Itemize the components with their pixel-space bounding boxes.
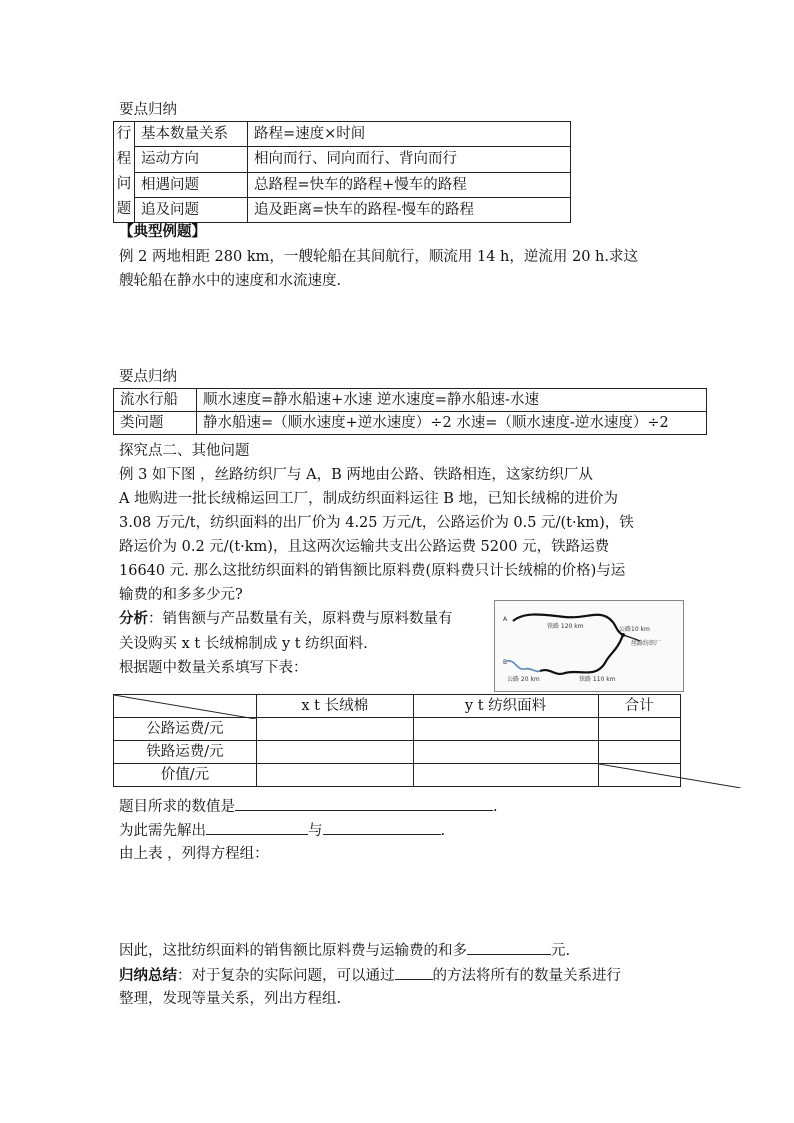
section2-heading: 要点归纳 <box>119 369 177 385</box>
summary-line2: 整理，发现等量关系，列出方程组. <box>119 991 342 1007</box>
boat-label-top: 流水行船 <box>114 389 197 412</box>
blank-cell[interactable] <box>413 741 598 764</box>
header-cotton: x t 长绒棉 <box>257 695 414 718</box>
fill-prompt: 根据题中数量关系填写下表： <box>119 660 308 676</box>
row-value: 相向而行、同向而行、背向而行 <box>248 147 571 172</box>
travel-side-label <box>114 122 135 223</box>
analysis-label: 分析 <box>119 610 148 627</box>
blank-cell[interactable] <box>257 764 414 787</box>
row-value: 价值/元 <box>114 764 257 787</box>
map-road-right: 公路10 km <box>619 626 650 633</box>
conclusion-text-a: 因此，这批纺织面料的销售额比原料费与运输费的和多 <box>119 943 467 959</box>
question1 <box>119 796 498 817</box>
summary-text-b: 的方法将所有的数量关系进行 <box>432 968 621 984</box>
row-value: 追及距离=快车的路程-慢车的路程 <box>248 197 571 222</box>
factory-dot <box>621 633 625 637</box>
travel-summary-table <box>113 121 571 223</box>
boat-row1: 顺水速度=静水船速+水速 逆水速度=静水船速-水速 <box>197 389 707 412</box>
row-label: 相遇问题 <box>135 172 248 197</box>
answer-blank-1[interactable] <box>235 796 493 811</box>
example2-line1: 例 2 两地相距 280 km，一艘轮船在其间航行，顺流用 14 h，逆流用 20 h.求这 <box>119 249 638 265</box>
question2-text-a: 为此需先解出 <box>119 823 206 839</box>
summary-line1 <box>119 965 621 986</box>
side-char: 程 <box>116 151 132 167</box>
side-char: 问 <box>116 176 132 192</box>
example3-line6: 输费的和多多少元? <box>119 587 243 603</box>
example3-line2: A 地购进一批长绒棉运回工厂，制成纺织面料运往 B 地，已知长绒棉的进价为 <box>119 491 618 507</box>
map-rail-bottom: 铁路 110 km <box>579 676 616 683</box>
boat-row2: 静水船速=（顺水速度+逆水速度）÷2 水速=（顺水速度-逆水速度）÷2 <box>197 412 707 435</box>
boat-label-bottom: 类问题 <box>114 412 197 435</box>
row-label: 运动方向 <box>135 147 248 172</box>
analysis-text: ：销售额与产品数量有关，原料费与原料数量有 <box>148 611 453 627</box>
map-factory: 丝路纺织厂 <box>631 640 662 647</box>
blank-cell[interactable] <box>598 741 680 764</box>
row-rail-cost: 铁路运费/元 <box>114 741 257 764</box>
question1-text: 题目所求的数值是 <box>119 799 235 815</box>
row-road-cost: 公路运费/元 <box>114 718 257 741</box>
corner-diagonal <box>114 695 256 719</box>
map-label-b: B <box>503 659 508 666</box>
question2 <box>119 820 445 841</box>
crossed-diagonal <box>599 764 741 788</box>
conclusion-text-b: 元. <box>551 943 571 959</box>
corner-cell <box>114 695 257 718</box>
answer-blank-3[interactable] <box>323 820 441 835</box>
answer-blank-2[interactable] <box>206 820 308 835</box>
blank-cell[interactable] <box>257 741 414 764</box>
explore-heading: 探究点二、其他问题 <box>119 443 250 459</box>
rail-line-bottom <box>540 635 623 674</box>
row-label: 追及问题 <box>135 197 248 222</box>
question2-text-b: 与 <box>308 823 323 839</box>
example3-line3: 3.08 万元/t，纺织面料的出厂价为 4.25 万元/t，公路运价为 0.5 元/(t·km)，铁 <box>119 515 634 531</box>
answer-blank-4[interactable] <box>467 940 551 955</box>
example3-line1: 例 3 如下图 ，丝路纺织厂与 A，B 两地由公路、铁路相连，这家纺织厂从 <box>119 467 593 483</box>
blank-cell[interactable] <box>413 764 598 787</box>
examples-heading: 【典型例题】 <box>119 223 206 240</box>
boat-summary-table <box>113 388 707 435</box>
side-char: 题 <box>116 201 132 217</box>
fill-table <box>113 694 681 787</box>
row-value: 路程=速度×时间 <box>248 122 571 147</box>
map-road-bottom: 公路 20 km <box>507 676 540 683</box>
map-label-a: A <box>503 616 508 623</box>
example3-line4: 路运价为 0.2 元/(t·km)，且这两次运输共支出公路运费 5200 元，铁路运费 <box>119 539 610 555</box>
route-map <box>494 600 684 692</box>
side-char: 行 <box>116 126 132 142</box>
blank-cell[interactable] <box>257 718 414 741</box>
blank-cell[interactable] <box>413 718 598 741</box>
example2-line2: 艘轮船在静水中的速度和水流速度. <box>119 273 342 289</box>
route-map-svg <box>495 601 683 691</box>
header-total: 合计 <box>598 695 680 718</box>
answer-blank-5[interactable] <box>395 965 433 980</box>
summary-text-a: ：对于复杂的实际问题，可以通过 <box>177 968 395 984</box>
row-label: 基本数量关系 <box>135 122 248 147</box>
map-rail-top: 铁路 120 km <box>547 623 584 630</box>
example3-line5: 16640 元. 那么这批纺织面料的销售额比原料费(原料费只计长绒棉的价格)与运 <box>119 563 626 579</box>
question2-end: . <box>440 823 446 839</box>
header-fabric: y t 纺织面料 <box>413 695 598 718</box>
road-line-bottom <box>507 661 540 672</box>
conclusion-line <box>119 940 570 961</box>
question1-end: . <box>493 799 498 815</box>
blank-cell[interactable] <box>598 718 680 741</box>
summary-label: 归纳总结 <box>119 967 177 984</box>
section1-heading: 要点归纳 <box>119 102 177 118</box>
analysis-line2: 关设购买 x t 长绒棉制成 y t 纺织面料. <box>119 636 368 652</box>
analysis-line1 <box>119 609 453 629</box>
row-value: 总路程=快车的路程+慢车的路程 <box>248 172 571 197</box>
total-value-crossed <box>598 764 680 787</box>
question3: 由上表 ，列得方程组： <box>119 846 269 862</box>
